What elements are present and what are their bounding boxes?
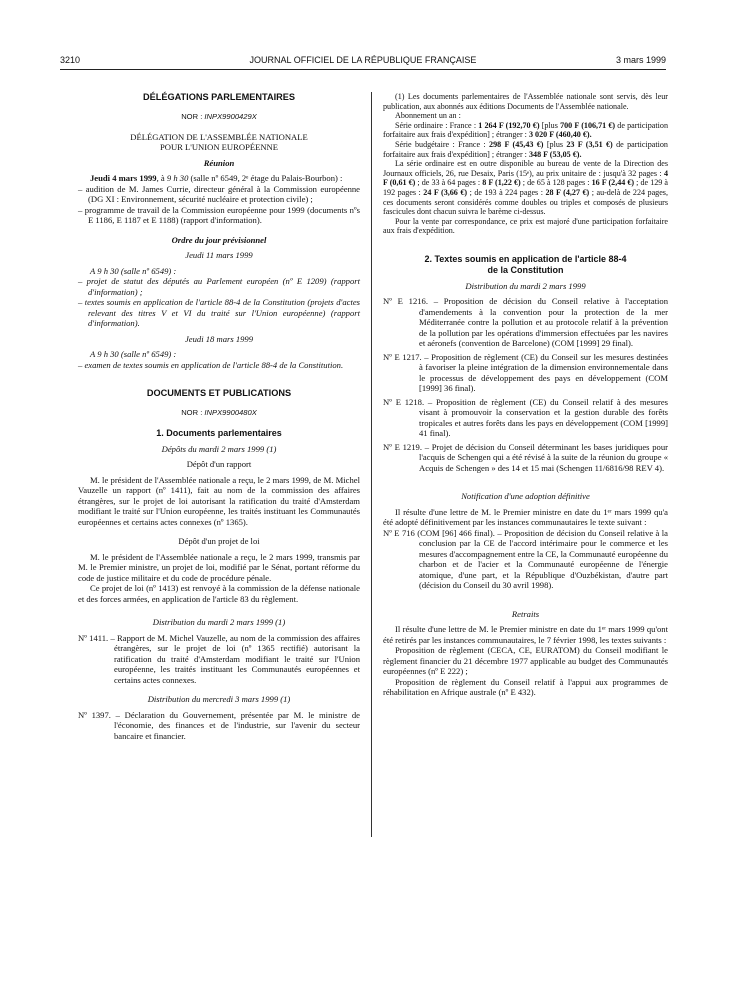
retraits-paragraph: Il résulte d'une lettre de M. le Premier ministre en date du 1ᵉʳ mars 1999 qu'ont été retirés par les instances communautaires, le 7 février 1998, les textes suivants : xyxy=(383,624,668,645)
document-item: Nº E 716 (COM [96] 466 final). – Proposition de décision du Conseil relative à la conclusion par la CE de l'accord intérimaire pour le commerce et les mesures d'accompagnement entre la CE, la Communauté européenne du charbon et de l'acier et la Communauté européenne de l'énergie atomique, d'une part, et la République d'Ouzbékistan, d'autre part (décision du Conseil du 30 avril 1998). xyxy=(383,527,668,591)
document-item: Nº E 1217. – Proposition de règlement (CE) du Conseil sur les mesures destinées à favoriser la pleine intégration de la dimension environnementale dans le processus de développement des pays en développement (COM [1999] 36 final). xyxy=(383,351,668,394)
meeting-date: Jeudi 4 mars 1999, à 9 h 30 (salle nº 6549, 2ᵉ étage du Palais-Bourbon) : xyxy=(90,173,343,183)
document-item: Nº 1397. – Déclaration du Gouvernement, présentée par M. le ministre de l'économie, des finances et de l'industrie, sur l'avenir du secteur bancaire et financier. xyxy=(78,709,360,741)
left-column xyxy=(78,92,360,741)
deposit-date: Dépôts du mardi 2 mars 1999 (1) xyxy=(161,443,277,454)
section-title-delegations: DÉLÉGATIONS PARLEMENTAIRES xyxy=(142,92,296,102)
footnote-price: Série ordinaire : France : 1 264 F (192,70 €) [plus 700 F (106,71 €) de participation forfaitaire aux frais d'expédition] ; étranger : 3 020 F (460,40 €). xyxy=(383,120,668,140)
deposit-paragraph: M. le président de l'Assemblée nationale a reçu, le 2 mars 1999, de M. Michel Vauzelle un rapport (nº 1411), fait au nom de la commission des affaires étrangères, sur le projet de loi autorisant la ratification du traité d'Amsterdam modifiant le traité sur l'Union européenne, les traités instituant les Communautés européennes et certains actes connexes (nº 1365). xyxy=(78,474,360,527)
session-date: Jeudi 11 mars 1999 xyxy=(185,250,253,260)
nor-reference: NOR : INPX9900480X xyxy=(181,408,257,417)
document-item: Nº 1411. – Rapport de M. Michel Vauzelle, au nom de la commission des affaires étrangères, sur le projet de loi (nº 1365 rectifié) autorisant la ratification du traité d'Amsterdam modifiant le traité sur l'Union européenne, les traités instituant les Communautés européennes et certains actes connexes. xyxy=(78,632,360,685)
agenda-item: – projet de statut des députés au Parlement européen (nº E 1209) (rapport d'information) ; xyxy=(78,276,360,297)
footnote-text: Pour la vente par correspondance, ce prix est majoré d'une participation forfaitaire aux frais d'expédition. xyxy=(383,216,668,236)
distribution-date: Distribution du mardi 2 mars 1999 xyxy=(465,280,586,291)
subsection-title: 1. Documents parlementaires xyxy=(156,427,282,438)
deposit-paragraph: Ce projet de loi (nº 1413) est renvoyé à la commission de la défense nationale et des forces armées, en application de l'article 83 du règlement. xyxy=(78,583,360,604)
right-column xyxy=(383,92,668,698)
issue-date: 3 mars 1999 xyxy=(615,55,666,65)
page-number: 3210 xyxy=(60,55,81,65)
delegation-name-line2: POUR L'UNION EUROPÉENNE xyxy=(159,142,279,152)
subsection-title: 2. Textes soumis en application de l'article 88-4 de la Constitution xyxy=(424,253,627,275)
footnote-price: Série budgétaire : France : 298 F (45,43 €) [plus 23 F (3,51 €) de participation forfaitaire aux frais d'expédition] ; étranger : 348 F (53,05 €). xyxy=(383,139,668,159)
agenda-item: – examen de textes soumis en application de l'article 88-4 de la Constitution. xyxy=(78,359,344,370)
session-time: A 9 h 30 (salle nº 6549) : xyxy=(90,265,177,276)
notification-heading: Notification d'une adoption définitive xyxy=(461,491,590,502)
deposit-heading: Dépôt d'un rapport xyxy=(186,459,252,469)
retraits-paragraph: Proposition de règlement du Conseil relatif à l'appui aux programmes de réhabilitation en Afrique australe (nº E 432). xyxy=(383,676,668,698)
reunion-heading: Réunion xyxy=(203,157,235,168)
deposit-heading: Dépôt d'un projet de loi xyxy=(178,536,260,546)
delegation-name-line1: DÉLÉGATION DE L'ASSEMBLÉE NATIONALE xyxy=(130,131,308,142)
column-divider xyxy=(371,92,372,837)
agenda-item: – programme de travail de la Commission européenne pour 1999 (documents nºs E 1186, E 1187 et E 1188) (rapport d'information). xyxy=(78,204,360,225)
journal-title: JOURNAL OFFICIEL DE LA RÉPUBLIQUE FRANÇAISE xyxy=(249,55,477,65)
footnote-block xyxy=(383,92,668,236)
notification-paragraph: Il résulte d'une lettre de M. le Premier ministre en date du 1ᵉʳ mars 1999 qu'a été adopté définitivement par les instances communautaires le texte suivant : xyxy=(383,506,668,528)
header-rule xyxy=(60,69,666,70)
deposit-paragraph: M. le président de l'Assemblée nationale a reçu, le 2 mars 1999, transmis par M. le Premier ministre, un projet de loi, modifié par le Sénat, portant réforme du code de justice militaire et du code de procédure pénale. xyxy=(78,551,360,583)
distribution-date: Distribution du mardi 2 mars 1999 (1) xyxy=(152,617,286,627)
document-item: Nº E 1216. – Proposition de décision du Conseil relative à l'acceptation d'amendements à la convention pour la protection de la mer Méditerranée contre la pollution et au protocole relatif à la prévention de la pollution par les opérations d'immersion effectuées par les navires et aéronefs (convention de Barcelone) (COM [1999] 29 final). xyxy=(383,296,668,349)
footnote-text: Abonnement un an : xyxy=(395,111,461,121)
footnote-text: (1) Les documents parlementaires de l'Assemblée nationale sont servis, dès leur publication, aux abonnés aux éditions Documents de l'Assemblée nationale. xyxy=(383,92,668,111)
retraits-heading: Retraits xyxy=(511,608,540,619)
session-time: A 9 h 30 (salle nº 6549) : xyxy=(90,349,177,359)
page-header xyxy=(60,55,666,69)
document-item: Nº E 1218. – Proposition de règlement (CE) du Conseil relatif à des mesures visant à promouvoir la conservation et la gestion durable des forêts tropicales et autres forêts dans les pays en développement (COM [1999] 41 final). xyxy=(383,396,668,439)
session-date: Jeudi 18 mars 1999 xyxy=(184,333,254,344)
nor-reference: NOR : INPX9900429X xyxy=(181,112,257,121)
agenda-item: – textes soumis en application de l'article 88-4 de la Constitution (projets d'actes relevant des titres V et VI du traité sur l'Union européenne) (rapport d'information). xyxy=(78,297,360,328)
retraits-paragraph: Proposition de règlement (CECA, CE, EURATOM) du Conseil modifiant le règlement financier du 21 décembre 1977 applicable au budget des Communautés européennes (nº E 222) ; xyxy=(383,645,668,677)
ordre-du-jour-heading: Ordre du jour prévisionnel xyxy=(171,234,267,245)
document-item: Nº E 1219. – Projet de décision du Conseil déterminant les bases juridiques pour l'acquis de Schengen qui a été révisé à la suite de la réunion du groupe « Acquis de Schengen » des 14 et 15 mai (Schengen 11/6816/98 REV 4). xyxy=(383,441,668,473)
section-title-documents: DOCUMENTS ET PUBLICATIONS xyxy=(146,388,292,398)
footnote-price: La série ordinaire est en outre disponible au bureau de vente de la Direction des Journaux officiels, 26, rue Desaix, Paris (15ᵉ), au prix unitaire de : jusqu'à 32 pages : 4 F (0,61 €) ; de 33 à 64 pages : 8 F (1,22 €) ; de 65 à 128 pages : 16 F (2,44 €) ; de 129 à 192 pages : 24 F (3,66 €) ; de 193 à 224 pages : 28 F (4,27 €) ; au-delà de 224 pages, ces documents seront considérés comme doubles ou triples et composés de plusieurs fascicules dont chacun suivra le barème ci-dessus. xyxy=(383,159,668,217)
distribution-date: Distribution du mercredi 3 mars 1999 (1) xyxy=(147,694,291,704)
agenda-item: – audition de M. James Currie, directeur général à la Commission européenne (DG XI : Environnement, sécurité nucléaire et protection civile) ; xyxy=(78,183,360,204)
